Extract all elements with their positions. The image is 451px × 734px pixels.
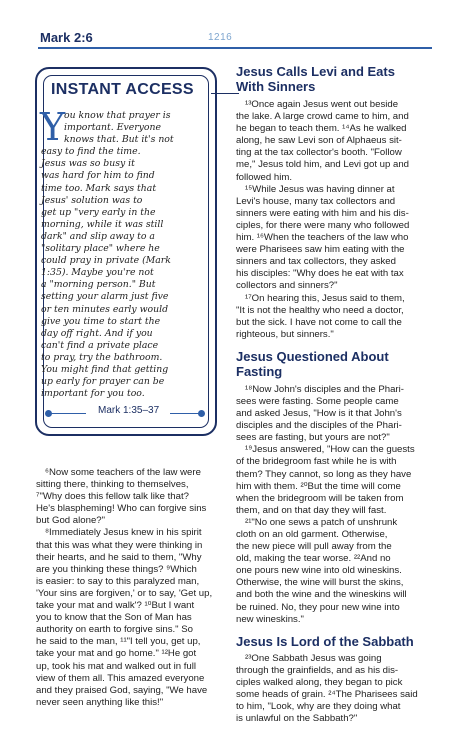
- text-line: was hard for him to find: [41, 170, 155, 182]
- text-line: collectors and sinners?": [236, 280, 338, 292]
- text-line: that this was what they were thinking in: [36, 539, 203, 551]
- text-line: never seen anything like this!": [36, 696, 164, 708]
- text-line: righteous, but sinners.": [236, 328, 334, 340]
- sidebar-ref-rule-left: [51, 413, 86, 414]
- text-line: sinners were eating with him and his dis-: [236, 207, 409, 219]
- text-line: old, making the tear worse. ²²And no: [236, 553, 391, 565]
- section-heading: Jesus Calls Levi and Eats: [236, 64, 395, 79]
- left-column-text: [36, 467, 224, 709]
- text-line: "It is not the healthy who need a doctor,: [236, 304, 404, 316]
- text-line: give you time to start the: [41, 315, 161, 327]
- section-heading: Jesus Is Lord of the Sabbath: [236, 633, 414, 649]
- text-line: important for you too.: [41, 388, 145, 400]
- text-line: a "morning person." But: [41, 279, 156, 291]
- text-line: You might find that getting: [41, 363, 169, 375]
- text-line: cloth on an old garment. Otherwise,: [236, 529, 388, 540]
- sidebar-title: INSTANT ACCESS: [49, 81, 197, 99]
- text-line: sees were fasting. Some people came: [236, 395, 399, 407]
- sidebar-title-rule: [211, 93, 239, 94]
- text-line: new wineskins.": [236, 613, 304, 625]
- section-heading: With Sinners: [236, 79, 316, 94]
- text-line: Otherwise, the wine will burst the skins,: [236, 577, 404, 589]
- sidebar-ref-dot-right: [198, 410, 205, 417]
- right-column-text: [236, 64, 432, 725]
- text-line: He's blaspheming! Who can forgive sins: [36, 503, 207, 515]
- text-line: day off right. And if you: [41, 327, 153, 339]
- text-line: be ruined. No, they pour new wine into: [236, 601, 400, 613]
- text-line: ¹⁹Jesus answered, "How can the guests: [245, 444, 415, 456]
- text-line: but the sick. I have not come to call the: [236, 316, 402, 328]
- text-line: were Pharisees saw him eating with the: [236, 244, 405, 256]
- text-line: ⁷"Why does this fellow talk like that?: [36, 491, 189, 503]
- text-line: ting at the tax collector's booth. "Follow: [236, 147, 402, 159]
- text-line: is unlawful on the Sabbath?": [236, 713, 358, 725]
- text-line: them, and on that day they will fast.: [236, 504, 387, 516]
- text-line: him. ¹⁶When the teachers of the law who: [236, 232, 409, 244]
- text-line: ¹³Once again Jesus went out beside: [245, 99, 399, 110]
- text-line: through the grainfields, and as his dis-: [236, 664, 399, 676]
- section-heading: Fasting: [236, 363, 283, 379]
- text-line: 1:35). Maybe you're not: [41, 267, 154, 279]
- text-line: along, he saw Levi son of Alphaeus sit-: [236, 135, 402, 147]
- text-line: ¹⁸Now John's disciples and the Phari-: [245, 383, 404, 395]
- text-line: the lake. A large crowd came to him, and: [236, 111, 409, 123]
- text-line: ¹⁵While Jesus was having dinner at: [245, 183, 395, 195]
- text-line: disciples and the disciples of the Phari-: [236, 420, 402, 432]
- sidebar-text: [40, 105, 209, 400]
- text-line: ⁸Immediately Jesus knew in his spirit: [45, 527, 202, 539]
- section-heading: Jesus Questioned About: [236, 348, 389, 364]
- text-line: sinners and tax collectors, they asked: [236, 256, 396, 268]
- sidebar-ref-rule-right: [170, 413, 200, 414]
- text-line: some heads of grain. ²⁴The Pharisees said: [236, 689, 418, 701]
- text-line: easy to find the time.: [41, 146, 141, 158]
- text-line: them? They cannot, so long as they have: [236, 468, 412, 480]
- text-line: or ten minutes early would: [41, 303, 169, 315]
- header-rule: [38, 47, 432, 49]
- text-line: he began to teach them. ¹⁴As he walked: [236, 123, 407, 135]
- text-line: followed him.: [236, 171, 292, 183]
- text-line: ciples walked along, they began to pick: [236, 676, 403, 688]
- text-line: his disciples: "Why does he eat with tax: [236, 268, 404, 280]
- sidebar-dropcap: Y: [40, 105, 66, 149]
- text-line: he said to the man, ¹¹"I tell you, get up,: [36, 636, 201, 648]
- text-line: 'Your sins are forgiven,' or to say, 'Get up,: [36, 587, 213, 599]
- text-line: are you thinking these things? ⁹Which: [36, 563, 197, 575]
- text-line: authority on earth to forgive sins." So: [36, 624, 193, 636]
- text-line: ciples, for there were many who followed: [236, 219, 410, 231]
- spacer: [236, 341, 432, 349]
- text-line: and asked Jesus, "How is it that John's: [236, 408, 402, 420]
- text-line: sees are fasting, but yours are not?": [236, 432, 390, 444]
- text-line: him with them. ²⁰But the time will come: [236, 480, 401, 492]
- text-line: important. Everyone: [64, 122, 162, 134]
- text-line: up, took his mat and walked out in full: [36, 660, 196, 672]
- text-line: to him, "Look, why are they doing what: [236, 701, 401, 713]
- text-line: Levi's house, many tax collectors and: [236, 195, 396, 207]
- sidebar-ref-dot-left: [45, 410, 52, 417]
- text-line: you to know that the Son of Man has: [36, 612, 192, 624]
- text-line: view of them all. This amazed everyone: [36, 672, 205, 684]
- text-line: when the bridegroom will be taken from: [236, 492, 404, 504]
- text-line: ¹⁷On hearing this, Jesus said to them,: [245, 292, 405, 304]
- text-line: morning, while it was still: [41, 218, 164, 230]
- text-line: ⁶Now some teachers of the law were: [45, 467, 201, 478]
- text-line: sitting there, thinking to themselves,: [36, 479, 189, 491]
- text-line: up early for prayer can be: [41, 376, 165, 388]
- text-line: could pray in private (Mark: [41, 255, 171, 267]
- text-line: get up "very early in the: [41, 206, 156, 218]
- text-line: dark" and slip away to a: [41, 230, 155, 242]
- text-line: setting your alarm just five: [41, 291, 169, 303]
- text-line: to pray, try the bathroom.: [41, 351, 163, 363]
- page-number: 1216: [208, 32, 233, 43]
- text-line: of the bridegroom fast while he is with: [236, 456, 397, 468]
- chapter-verse-header: Mark 2:6: [40, 30, 93, 45]
- text-line: the new piece will pull away from the: [236, 541, 392, 553]
- text-line: and they praised God, saying, "We have: [36, 684, 208, 696]
- text-line: can't find a private place: [41, 339, 159, 351]
- text-line: Jesus' solution was to: [41, 194, 143, 206]
- text-line: ²³One Sabbath Jesus was going: [245, 652, 382, 664]
- text-line: take your mat and go home." ¹²He got: [36, 648, 197, 660]
- sidebar-reference: Mark 1:35–37: [98, 405, 160, 416]
- spacer: [236, 626, 432, 634]
- text-line: is easier: to say to this paralyzed man,: [36, 575, 200, 587]
- text-line: but God alone?": [36, 515, 106, 527]
- text-line: ou know that prayer is: [64, 110, 171, 121]
- text-line: ²¹"No one sews a patch of unshrunk: [245, 516, 398, 528]
- text-line: me," Jesus told him, and Levi got up and: [236, 159, 409, 171]
- text-line: "solitary place" where he: [41, 243, 160, 255]
- text-line: Jesus was so busy it: [41, 158, 135, 170]
- text-line: and both the wine and the wineskins will: [236, 589, 407, 601]
- text-line: take your mat and walk'? ¹⁰But I want: [36, 600, 195, 612]
- text-line: knows that. But it's not: [64, 134, 174, 146]
- text-line: their hearts, and he said to them, "Why: [36, 551, 202, 563]
- text-line: one pours new wine into old wineskins.: [236, 565, 402, 577]
- text-line: time too. Mark says that: [41, 182, 157, 194]
